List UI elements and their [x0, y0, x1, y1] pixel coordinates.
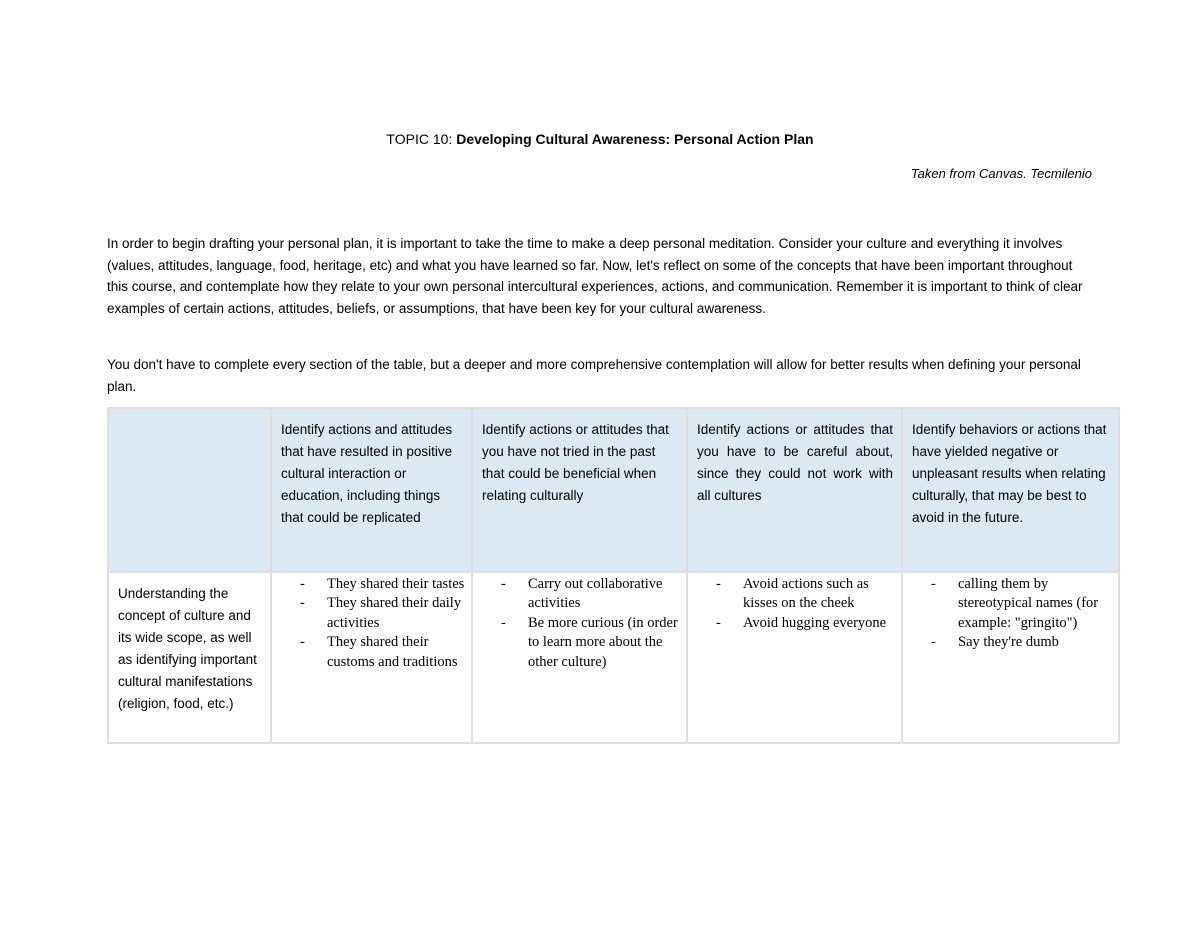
- table-header-row: [108, 408, 1119, 572]
- list-item: - Avoid actions such as kisses on the cheek: [716, 575, 895, 614]
- list-negative: [903, 573, 1118, 653]
- list-untried: [473, 573, 686, 672]
- header-cell-negative: [902, 408, 1119, 572]
- header-cell-careful: [687, 408, 902, 572]
- list-item: - They shared their daily activities: [300, 594, 465, 633]
- header-text: Identify actions or attitudes that you have to be careful about, since they could not work with all cultures: [697, 422, 893, 503]
- cell-negative: [902, 572, 1119, 743]
- cell-untried: [472, 572, 687, 743]
- page-title: [0, 131, 1200, 147]
- list-careful: [688, 573, 901, 633]
- header-cell-positive: [271, 408, 472, 572]
- header-text: Identify actions and attitudes that have resulted in positive cultural interaction or education, including things that could be replicated: [281, 422, 453, 525]
- row-label: Understanding the concept of culture and its wide scope, as well as identifying important cultural manifestations (religion, food, etc.): [118, 586, 257, 711]
- action-plan-table: [107, 407, 1120, 744]
- list-item: - Avoid hugging everyone: [716, 614, 895, 633]
- header-cell-empty: [108, 408, 271, 572]
- title-prefix: TOPIC 10:: [386, 131, 457, 147]
- title-main: Developing Cultural Awareness: Personal Action Plan: [456, 131, 814, 147]
- list-item: - They shared their customs and traditions: [300, 633, 465, 672]
- header-cell-untried: [472, 408, 687, 572]
- list-item: - Be more curious (in order to learn more about the other culture): [501, 614, 680, 672]
- list-item: - They shared their tastes: [300, 575, 465, 594]
- source-note: Taken from Canvas. Tecmilenio: [910, 166, 1092, 181]
- list-item: - calling them by stereotypical names (for example: "gringito"): [931, 575, 1112, 633]
- intro-paragraph-2: You don't have to complete every section of the table, but a deeper and more comprehensive contemplation will allow for better results when defining your personal plan.: [107, 357, 1081, 394]
- cell-careful: [687, 572, 902, 743]
- header-text: Identify behaviors or actions that have yielded negative or unpleasant results when relating culturally, that may be best to avoid in the future.: [912, 422, 1107, 525]
- table-row: [108, 572, 1119, 743]
- list-item: - Say they're dumb: [931, 633, 1112, 652]
- cell-positive: [271, 572, 472, 743]
- row-label-cell: [108, 572, 271, 743]
- header-text: Identify actions or attitudes that you have not tried in the past that could be beneficial when relating culturally: [482, 422, 669, 503]
- list-item: - Carry out collaborative activities: [501, 575, 680, 614]
- intro-paragraph-1: In order to begin drafting your personal plan, it is important to take the time to make a deep personal meditation. Consider your culture and everything it involves (values, attitudes, language, food, heritage, etc) and what you have learned so far. Now, let's reflect on some of the concepts that have been important throughout this course, and contemplate how they relate to your own personal intercultural experiences, actions, and communication. Remember it is important to think of clear examples of certain actions, attitudes, beliefs, or assumptions, that have been key for your cultural awareness.: [107, 236, 1083, 317]
- list-positive: [272, 573, 471, 672]
